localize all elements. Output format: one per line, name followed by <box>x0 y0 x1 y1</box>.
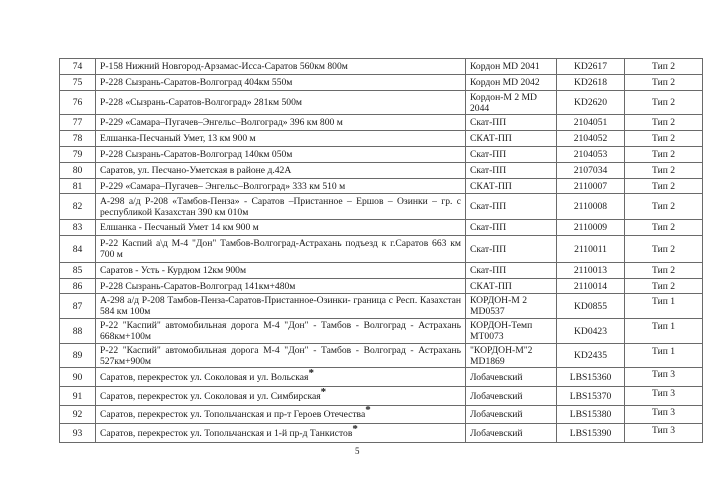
serial-number-cell: 2104051 <box>557 115 625 131</box>
table-body <box>60 59 703 443</box>
row-number: 89 <box>60 344 96 368</box>
serial-number-cell: 2110007 <box>557 179 625 194</box>
page-number: 5 <box>355 446 360 456</box>
type-cell: Тип 1 <box>625 344 703 368</box>
serial-number-cell: KD2617 <box>557 59 625 75</box>
device-model-cell: Лобачевский <box>466 387 557 406</box>
location-cell <box>96 263 466 279</box>
row-number: 92 <box>60 406 96 424</box>
type-cell: Тип 2 <box>625 263 703 279</box>
location-cell <box>96 75 466 91</box>
table-row <box>60 424 703 443</box>
type-cell: Тип 2 <box>625 91 703 115</box>
device-model-cell: Лобачевский <box>466 424 557 443</box>
serial-number-cell: 2110009 <box>557 220 625 236</box>
device-model-cell: КОРДОН-Темп МТ0073 <box>466 319 557 344</box>
table-row <box>60 294 703 319</box>
type-cell: Тип 2 <box>625 194 703 220</box>
device-model-cell: Скат-ПП <box>466 163 557 179</box>
table-row <box>60 319 703 344</box>
type-cell: Тип 3 <box>625 368 703 387</box>
device-model-cell: Скат-ПП <box>466 263 557 279</box>
table-row <box>60 368 703 387</box>
location-text: Саратов, ул. Песчано-Уметская в районе д.42А <box>100 165 292 176</box>
asterisk-icon: * <box>320 385 327 398</box>
table-row <box>60 147 703 163</box>
location-text: Р-229 «Самара–Пугачев– Энгельс–Волгоград» 333 км 510 м <box>100 180 346 192</box>
type-cell: Тип 2 <box>625 75 703 91</box>
location-cell <box>96 368 466 387</box>
location-text: Саратов, перекресток ул. Топольчанская и 1-й пр-д Танкистов <box>100 427 353 439</box>
row-number: 77 <box>60 115 96 131</box>
location-text: Р-229 «Самара–Пугачев–Энгельс–Волгоград» 396 км 800 м <box>100 117 343 128</box>
location-cell <box>96 294 466 319</box>
type-cell: Тип 2 <box>625 220 703 236</box>
table-row <box>60 115 703 131</box>
location-cell <box>96 220 466 236</box>
table-row <box>60 91 703 115</box>
location-text: Саратов, перекресток ул. Топольчанская и пр-т Героев Отечества <box>100 409 366 420</box>
device-model-cell: КОРДОН-М 2 MD0537 <box>466 294 557 319</box>
table-row <box>60 406 703 424</box>
type-cell: Тип 1 <box>625 319 703 344</box>
device-model-cell: Скат-ПП <box>466 236 557 263</box>
location-text: Саратов, перекресток ул. Соколовая и ул. Симбирская <box>100 390 321 402</box>
location-cell <box>96 319 466 344</box>
row-number: 86 <box>60 279 96 294</box>
serial-number-cell: LBS15390 <box>557 424 625 443</box>
device-model-cell: Скат-ПП <box>466 147 557 163</box>
table-row <box>60 194 703 220</box>
type-cell: Тип 3 <box>625 387 703 406</box>
serial-number-cell: LBS15370 <box>557 387 625 406</box>
location-cell <box>96 387 466 406</box>
row-number: 80 <box>60 163 96 179</box>
row-number: 84 <box>60 236 96 263</box>
device-model-cell: Лобачевский <box>466 406 557 424</box>
asterisk-icon: * <box>365 403 371 416</box>
location-text: Елшанка - Песчаный Умет 14 км 900 м <box>100 222 259 233</box>
serial-number-cell: LBS15360 <box>557 368 625 387</box>
table-row <box>60 344 703 368</box>
location-text: Р-228 Сызрань-Саратов-Волгоград 404км 550м <box>100 77 293 88</box>
row-number: 75 <box>60 75 96 91</box>
type-cell: Тип 2 <box>625 115 703 131</box>
device-model-cell: Кордон MD 2042 <box>466 75 557 91</box>
serial-number-cell: KD2435 <box>557 344 625 368</box>
row-number: 91 <box>60 387 96 406</box>
type-cell: Тип 2 <box>625 179 703 194</box>
row-number: 78 <box>60 131 96 147</box>
serial-number-cell: 2110011 <box>557 236 625 263</box>
location-text: Саратов - Усть - Курдюм 12км 900м <box>100 265 247 276</box>
row-number: 93 <box>60 424 96 443</box>
device-model-cell: СКАТ-ПП <box>466 179 557 194</box>
device-model-cell: Скат-ПП <box>466 194 557 220</box>
row-number: 74 <box>60 59 96 75</box>
row-number: 79 <box>60 147 96 163</box>
location-cell <box>96 279 466 294</box>
type-cell: Тип 1 <box>625 294 703 319</box>
location-cell <box>96 59 466 75</box>
device-model-cell: "КОРДОН-М"2 MD1869 <box>466 344 557 368</box>
serial-number-cell: KD0855 <box>557 294 625 319</box>
table-row <box>60 220 703 236</box>
row-number: 83 <box>60 220 96 236</box>
device-model-cell: Скат-ПП <box>466 115 557 131</box>
location-text: Р-22 "Каспий" автомобильная дорога М-4 "Дон" - Тамбов - Волгоград - Астрахань 527км+900м <box>100 344 461 367</box>
type-cell: Тип 2 <box>625 236 703 263</box>
location-text: Р-228 Сызрань-Саратов-Волгоград 141км+480м <box>100 280 296 292</box>
location-cell <box>96 179 466 194</box>
location-cell <box>96 194 466 220</box>
location-cell <box>96 424 466 443</box>
serial-number-cell: LBS15380 <box>557 406 625 424</box>
type-cell: Тип 3 <box>625 406 703 424</box>
type-cell: Тип 2 <box>625 163 703 179</box>
location-cell <box>96 91 466 115</box>
device-model-cell: Кордон MD 2041 <box>466 59 557 75</box>
speed-camera-table <box>59 58 703 443</box>
table-row <box>60 236 703 263</box>
row-number: 85 <box>60 263 96 279</box>
location-cell <box>96 147 466 163</box>
row-number: 81 <box>60 179 96 194</box>
type-cell: Тип 2 <box>625 131 703 147</box>
serial-number-cell: KD2618 <box>557 75 625 91</box>
location-text: А-298 а/д Р-208 Тамбов-Пенза-Саратов-Пристанное-Озинки- граница с Респ. Казахстан 584 км 100м <box>100 295 461 317</box>
serial-number-cell: 2104053 <box>557 147 625 163</box>
location-text: Р-228 «Сызрань-Саратов-Волгоград» 281км 500м <box>100 97 302 108</box>
location-cell <box>96 236 466 263</box>
location-text: Р-22 Каспий а\д М-4 "Дон" Тамбов-Волгоград-Астрахань подъезд к г.Саратов 663 км 700 м <box>100 238 461 260</box>
location-cell <box>96 344 466 368</box>
device-model-cell: Кордон-М 2 MD 2044 <box>466 91 557 115</box>
device-model-cell: СКАТ-ПП <box>466 131 557 147</box>
table-row <box>60 179 703 194</box>
location-cell <box>96 131 466 147</box>
table-row <box>60 163 703 179</box>
device-model-cell: Скат-ПП <box>466 220 557 236</box>
serial-number-cell: 2107034 <box>557 163 625 179</box>
type-cell: Тип 2 <box>625 59 703 75</box>
serial-number-cell: 2110014 <box>557 279 625 294</box>
asterisk-icon: * <box>352 422 358 435</box>
location-cell <box>96 163 466 179</box>
row-number: 82 <box>60 194 96 220</box>
table-row <box>60 75 703 91</box>
row-number: 76 <box>60 91 96 115</box>
serial-number-cell: 2110008 <box>557 194 625 220</box>
location-text: Саратов, перекресток ул. Соколовая и ул. Вольская <box>100 371 309 383</box>
asterisk-icon: * <box>308 366 314 379</box>
location-cell <box>96 115 466 131</box>
row-number: 88 <box>60 319 96 344</box>
row-number: 90 <box>60 368 96 387</box>
table-row <box>60 59 703 75</box>
location-text: А-298 а/д Р-208 «Тамбов-Пенза» - Саратов –Пристанное – Ершов – Озинки – гр. с республикой Казахстан 390 км 010м <box>100 195 461 218</box>
location-text: Р-22 "Каспий" автомобильная дорога М-4 "Дон" - Тамбов - Волгоград - Астрахань 668км+100м <box>100 320 461 342</box>
serial-number-cell: 2104052 <box>557 131 625 147</box>
location-cell <box>96 403 466 424</box>
type-cell: Тип 2 <box>625 279 703 294</box>
device-model-cell: СКАТ-ПП <box>466 279 557 294</box>
device-model-cell: Лобачевский <box>466 368 557 387</box>
serial-number-cell: KD2620 <box>557 91 625 115</box>
location-text: Елшанка-Песчаный Умет, 13 км 900 м <box>100 133 256 144</box>
serial-number-cell: 2110013 <box>557 263 625 279</box>
table-row <box>60 387 703 406</box>
table-row <box>60 279 703 294</box>
table-row <box>60 131 703 147</box>
serial-number-cell: KD0423 <box>557 319 625 344</box>
location-text: Р-158 Нижний Новгород-Арзамас-Исса-Саратов 560км 800м <box>100 61 348 72</box>
table-row <box>60 263 703 279</box>
type-cell: Тип 2 <box>625 147 703 163</box>
location-text: Р-228 Сызрань-Саратов-Волгоград 140км 050м <box>100 149 293 160</box>
row-number: 87 <box>60 294 96 319</box>
type-cell: Тип 3 <box>625 424 703 443</box>
